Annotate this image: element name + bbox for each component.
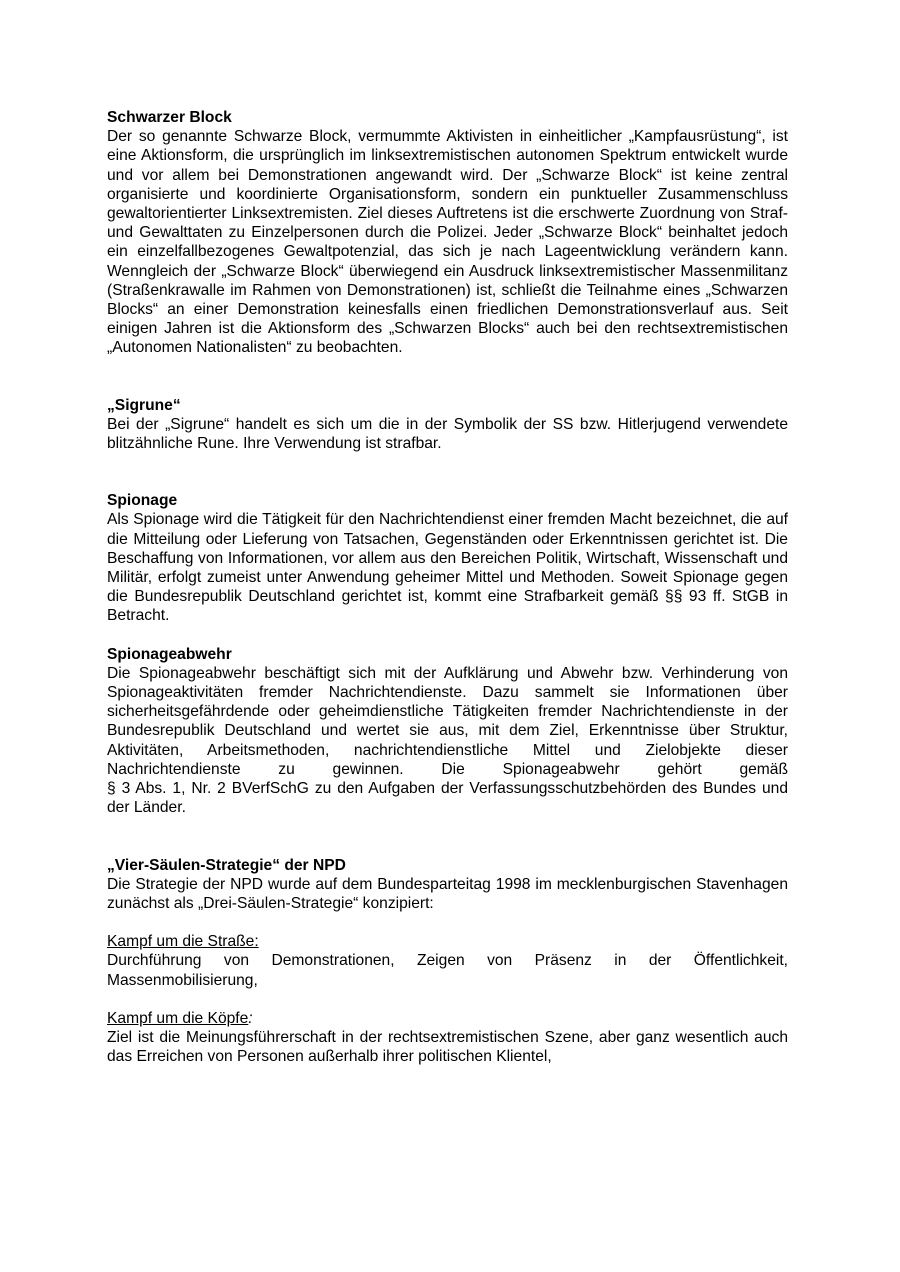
heading-spionageabwehr: Spionageabwehr xyxy=(107,645,232,663)
document-page xyxy=(107,108,788,1066)
spacer xyxy=(107,818,788,856)
spacer xyxy=(107,913,788,932)
heading-spionage: Spionage xyxy=(107,492,178,510)
paragraph-kampf-koepfe: Ziel ist die Meinungsführerschaft in der rechtsextremistischen Szene, aber ganz wesentlich auch das Erreichen von Personen außerhalb ihrer politischen Klientel, xyxy=(107,1028,788,1066)
spacer xyxy=(107,990,788,1009)
paragraph-spionageabwehr: Die Spionageabwehr beschäftigt sich mit der Aufklärung und Abwehr bzw. Verhinderung von Spionageaktivitäten fremder Nachrichtendienste. Dazu sammelt sie Informationen über sicherheitsgefährdende oder geheimdienstliche Tätigkeiten fremder Nachrichtendienste in der Bundesrepublik Deutschland und wertet sie aus, mit dem Ziel, Erkenntnisse über Struktur, Aktivitäten, Arbeitsmethoden, nachrichtendienstliche Mittel und Zielobjekte dieser Nachrichtendienste zu gewinnen. Die Spionageabwehr gehört gemäß xyxy=(107,664,788,778)
paragraph-spionage: Als Spionage wird die Tätigkeit für den Nachrichtendienst einer fremden Macht bezeichnet, die auf die Mitteilung oder Lieferung von Tatsachen, Gegenständen oder Erkenntnissen gerichtet ist. Die Beschaffung von Informationen, vor allem aus den Bereichen Politik, Wirtschaft, Wissenschaft und Militär, erfolgt zumeist unter Anwendung geheimer Mittel und Methoden. Soweit Spionage gegen die Bundesrepublik Deutschland gerichtet ist, kommt eine Strafbarkeit gemäß §§ 93 ff. StGB in Betracht. xyxy=(107,511,788,625)
paragraph-spionageabwehr-continued: § 3 Abs. 1, Nr. 2 BVerfSchG zu den Aufgaben der Verfassungsschutzbehörden des Bundes und der Länder. xyxy=(107,780,788,817)
paragraph-sigrune: Bei der „Sigrune“ handelt es sich um die in der Symbolik der SS bzw. Hitlerjugend verwendete blitzähnliche Rune. Ihre Verwendung ist strafbar. xyxy=(107,415,788,453)
heading-sigrune: „Sigrune“ xyxy=(107,396,181,414)
spacer xyxy=(107,358,788,396)
subheading-kampf-koepfe: Kampf um die Köpfe xyxy=(107,1009,249,1027)
heading-vier-saeulen: „Vier-Säulen-Strategie“ der NPD xyxy=(107,856,346,874)
subheading-colon: : xyxy=(248,1009,253,1027)
spacer xyxy=(107,453,788,491)
subheading-kampf-koepfe-line xyxy=(107,1009,788,1028)
paragraph-kampf-strasse: Durchführung von Demonstrationen, Zeigen von Präsenz in der Öffentlichkeit, Massenmobilisierung, xyxy=(107,952,788,989)
spacer xyxy=(107,626,788,645)
subheading-kampf-strasse: Kampf um die Straße: xyxy=(107,933,259,951)
paragraph-schwarzer-block: Der so genannte Schwarze Block, vermummte Aktivisten in einheitlicher „Kampfausrüstung“, ist eine Aktionsform, die ursprünglich im linksextremistischen autonomen Spektrum entwickelt wurde und vor allem bei Demonstrationen angewandt wird. Der „Schwarze Block“ ist keine zentral organisierte und koordinierte Organisationsform, sondern ein punktueller Zusammenschluss gewaltorientierter Linksextremisten. Ziel dieses Auftretens ist die erschwerte Zuordnung von Straf- und Gewalttaten zu Einzelpersonen durch die Polizei. Jeder „Schwarze Block“ beinhaltet jedoch ein einzelfallbezogenes Gewaltpotenzial, das sich je nach Lageentwicklung verändern kann. Wenngleich der „Schwarze Block“ überwiegend ein Ausdruck linksextremistischer Massenmilitanz (Straßenkrawalle im Rahmen von Demonstrationen) ist, schließt die Teilnahme eines „Schwarzen Blocks“ an einer Demonstration keinesfalls einen friedlichen Demonstrationsverlauf aus. Seit einigen Jahren ist die Aktionsform des „Schwarzen Blocks“ auch bei den rechtsextremistischen „Autonomen Nationalisten“ zu beobachten. xyxy=(107,128,788,357)
paragraph-vier-saeulen: Die Strategie der NPD wurde auf dem Bundesparteitag 1998 im mecklenburgischen Stavenhagen zunächst als „Drei-Säulen-Strategie“ konzipiert: xyxy=(107,875,788,912)
heading-schwarzer-block: Schwarzer Block xyxy=(107,109,232,126)
